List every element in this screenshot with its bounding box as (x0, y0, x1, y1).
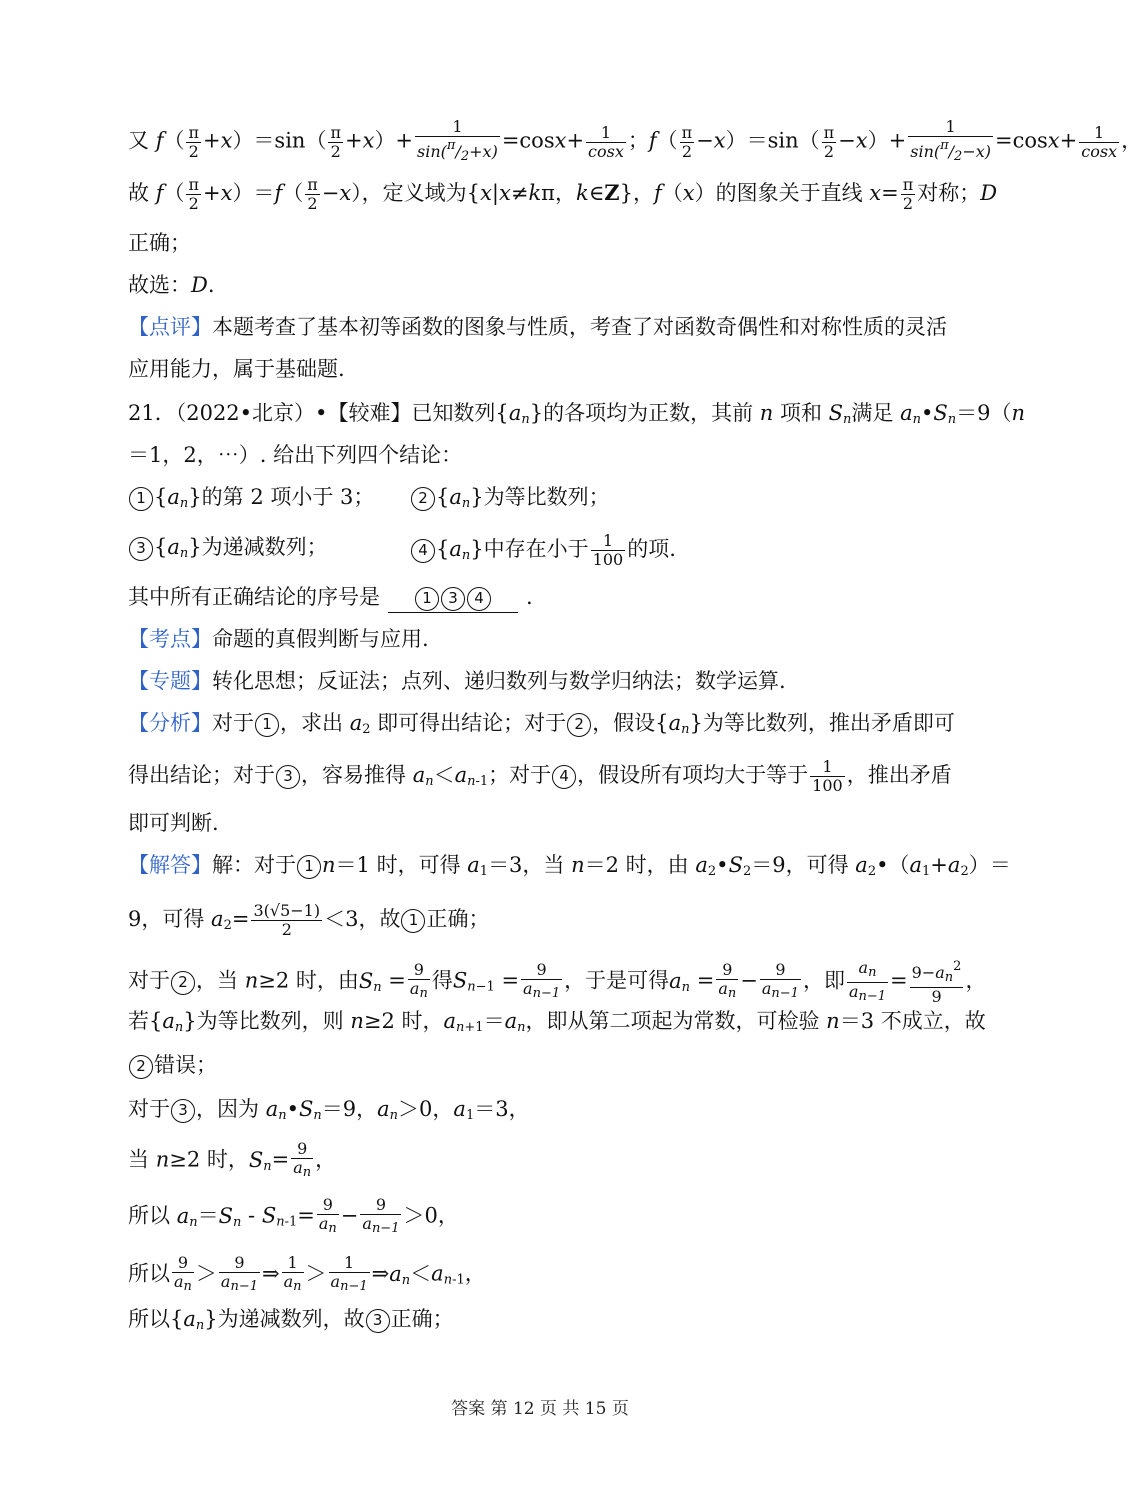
comment-tag: 【点评】 (128, 315, 212, 339)
line-26: 所以$\{a_n\}$为递减数列，故 3 正确； (128, 1307, 454, 1333)
answer-blank: 1 3 4 (388, 582, 518, 613)
line-20: 若$\{a_n\}$为等比数列，则 n≥2 时，$a_{n+1}=a_n$，即从第二项起为常数，可检验 n＝3 不成立，故 (128, 1009, 986, 1035)
line-4: 故选：D. (128, 273, 215, 297)
line-14: 【分析】对于 1 ，求出 $a_2$ 即可得出结论；对于 2 ，假设$\{a_n\}$为等比数列，推出矛盾即可 (128, 711, 955, 737)
question-21: 21．（2022•北京）•【较难】已知数列$\{a_n\}$的各项均为正数，其前 n 项和 $S_n$满足 $a_n•S_n=9(n$ (128, 401, 1026, 427)
line-8: ＝1，2，⋯）. 给出下列四个结论： (128, 443, 463, 467)
option-4: 4 $\{a_n\}$中存在小于 $\frac{1}{100}$ 的项. (410, 532, 676, 571)
line-1: 又 f（ $\frac{\pi}{2}$ +x）＝sin（ $\frac{\pi}{2}$ +x）+ $\frac{1}{\sin(^\pi/_2+x)}$ =cosx+ $\frac{1}{\cos x}$ ；f（ $\frac{\pi}{2}$ −x）＝sin（ $\frac{\pi}{2}$ −x）+ $\frac{1}{\sin(^\pi/_2-x)}$ =cosx+ $\frac{1}{\cos x}$ ， (128, 117, 1142, 164)
line-24: 所以 $a_n=S_n - S_{n-1}=$ $\frac{9}{a_n}$ − $\frac{9}{a_{n-1}}$ ＞0， (128, 1195, 459, 1236)
line-3: 正确； (128, 231, 191, 255)
solution-tag: 【解答】 (128, 853, 212, 877)
line-15: 得出结论；对于 3 ，容易推得 $a_n<a_{n-1}$；对于 4 ，假设所有项均大于等于 $\frac{1}{100}$ ，推出矛盾 (128, 757, 952, 795)
line-25: 所以 $\frac{9}{a_n}$ ＞ $\frac{9}{a_{n-1}}$ ⇒ $\frac{1}{a_n}$ ＞ $\frac{1}{a_{n-1}}$ $\Rightarrow a_n<a_{n-1}$， (128, 1253, 486, 1294)
option-1: 1 $\{a_n\}$的第 2 项小于 3； (128, 482, 374, 519)
option-2: 2 $\{a_n\}$为等比数列； (410, 482, 610, 519)
line-21: 2 错误； (128, 1050, 217, 1080)
line-19: 对于 2 ，当 n≥2 时，由$S_n$ = $\frac{9}{a_n}$ 得$S_{n-1}$ = $\frac{9}{a_{n-1}}$ ，于是可得$a_n$ = $\frac{9}{a_n}$ − $\frac{9}{a_{n-1}}$ ，即 $\frac{a_n}{a_{n-1}}$ = $\frac{9-a_n^2}{9}$ ， (128, 957, 987, 1006)
line-13: 【专题】转化思想；反证法；点列、递归数列与数学归纳法；数学运算. (128, 669, 786, 693)
line-12: 【考点】命题的真假判断与应用. (128, 627, 429, 651)
analysis-tag: 【分析】 (128, 711, 212, 735)
line-17: 【解答】解：对于 1 n＝1 时，可得 $a_1=3$，当 n＝2 时，由 $a_2•S_2=9$，可得 $a_2•(a_1+a_2)=$ (128, 853, 1011, 879)
line-22: 对于 3 ，因为 $a_n•S_n=9$，$a_n>0$，$a_1=3$， (128, 1097, 530, 1123)
line-11: 其中所有正确结论的序号是 1 3 4 . (128, 582, 533, 613)
line-5: 【点评】本题考查了基本初等函数的图象与性质，考查了对函数奇偶性和对称性质的灵活 (128, 315, 947, 339)
line-16: 即可判断. (128, 811, 219, 835)
page-footer: 答案 第 12 页 共 15 页 (451, 1399, 629, 1419)
special-tag: 【专题】 (128, 669, 212, 693)
line-6: 应用能力，属于基础题. (128, 357, 345, 381)
line-18: 9，可得 $a_2=$ $\frac{3(√5-1)}{2}$ ＜3，故 1 正确； (128, 901, 490, 939)
topic-tag: 【考点】 (128, 627, 212, 651)
option-3: 3 $\{a_n\}$为递减数列； (128, 532, 328, 569)
line-23: 当 n≥2 时，$S_n=$ $\frac{9}{a_n}$ ， (128, 1139, 337, 1180)
line-2: 故 f（ $\frac{\pi}{2}$ +x）＝f（ $\frac{\pi}{2}$ −x），定义域为{x|x≠kπ，k∈Z}，f（x）的图象关于直线 x= $\frac{\pi}{2}$ 对称；D (128, 175, 998, 213)
